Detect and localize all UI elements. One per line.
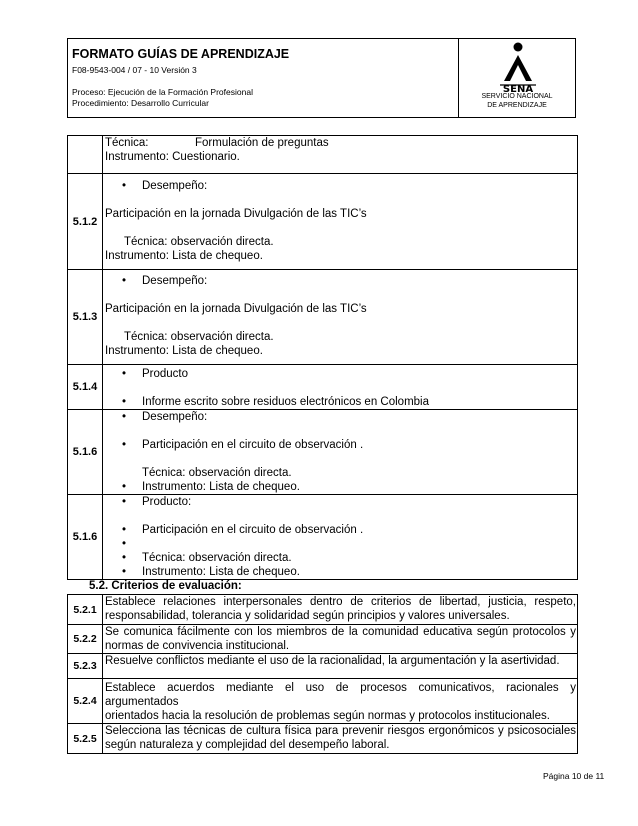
- tecnica-label: Técnica:: [105, 137, 149, 149]
- logo-text: SENA: [502, 84, 534, 93]
- row-content: [103, 495, 578, 580]
- criterio-text: [103, 679, 578, 724]
- bullet-text: Desempeño:: [142, 275, 208, 287]
- criterio-line: orientados hacia la resolución de problemas según normas y protocolos institucionales.: [105, 710, 550, 722]
- bullet-text: Técnica: observación directa.: [142, 552, 292, 564]
- bullet-text: Participación en el circuito de observación .: [142, 524, 364, 536]
- instrumento-line: Instrumento: Lista de chequeo.: [105, 250, 263, 262]
- row-number: [68, 136, 103, 174]
- tecnica-line: Técnica: observación directa.: [124, 331, 274, 343]
- list-item: [103, 551, 577, 565]
- table-row: [68, 654, 578, 679]
- table-row: [68, 270, 578, 365]
- row-number: 5.1.4: [68, 365, 103, 410]
- criterios-table: [67, 594, 578, 754]
- criterio-line: responsabilidad, tolerancia y solidaridad según principios y valores universales.: [105, 610, 510, 622]
- criterio-number: 5.2.5: [68, 724, 103, 754]
- bullet-icon: •: [122, 368, 127, 380]
- table-row: [68, 595, 578, 625]
- list-item: [103, 274, 577, 288]
- criterio-line: Establece acuerdos mediante el uso de procesos comunicativos, racionales y argumentados: [105, 682, 576, 708]
- procedure-label: Procedimiento: Desarrollo Curricular: [72, 98, 209, 108]
- process-label: Proceso: Ejecución de la Formación Profesional: [72, 87, 253, 97]
- bullet-icon: •: [122, 524, 127, 536]
- org-name-line2: DE APRENDIZAJE: [487, 102, 547, 109]
- row-content: [103, 136, 578, 174]
- bullet-icon: •: [122, 481, 127, 493]
- bullet-icon: •: [122, 180, 127, 192]
- criterio-number: 5.2.4: [68, 679, 103, 724]
- list-item: [103, 537, 577, 551]
- table-row: [68, 174, 578, 270]
- row-number: 5.1.3: [68, 270, 103, 365]
- bullet-text: Participación en el circuito de observación .: [142, 439, 364, 451]
- bullet-text: Desempeño:: [142, 180, 208, 192]
- table-row: [68, 495, 578, 580]
- bullet-text: Producto: [142, 368, 189, 380]
- instrumento-line: Instrumento: Cuestionario.: [105, 151, 240, 163]
- table-row: [68, 136, 578, 174]
- criterio-line: Resuelve conflictos mediante el uso de la racionalidad, la argumentación y la asertividad.: [105, 655, 560, 667]
- tecnica-line: Técnica: observación directa.: [142, 467, 292, 479]
- bullet-icon: •: [122, 396, 127, 408]
- list-item: [103, 438, 577, 452]
- list-item: [103, 410, 577, 424]
- bullet-text: Informe escrito sobre residuos electrónicos en Colombia: [142, 396, 429, 408]
- criterio-number: 5.2.3: [68, 654, 103, 679]
- criterio-number: 5.2.2: [68, 625, 103, 654]
- criterio-line: Establece relaciones interpersonales dentro de criterios de libertad, justicia, respeto,: [105, 596, 576, 608]
- criterio-number: 5.2.1: [68, 595, 103, 625]
- sena-logo-icon: [496, 41, 540, 93]
- row-content: [103, 270, 578, 365]
- row-content: [103, 365, 578, 410]
- criterio-line: según naturaleza y complejidad del desempeño laboral.: [105, 739, 390, 751]
- table-row: [68, 365, 578, 410]
- criterio-line: normas de convivencia institucional.: [105, 640, 290, 652]
- bullet-icon: •: [122, 496, 127, 508]
- document-title: FORMATO GUÍAS DE APRENDIZAJE: [72, 47, 290, 61]
- evaluation-table: [67, 135, 578, 580]
- bullet-text: Instrumento: Lista de chequeo.: [142, 481, 300, 493]
- table-row: [68, 679, 578, 724]
- bullet-text: Instrumento: Lista de chequeo.: [142, 566, 300, 578]
- tecnica-line: [103, 136, 577, 150]
- row-content: [103, 174, 578, 270]
- document-header: [67, 38, 576, 118]
- bullet-icon: •: [122, 566, 127, 578]
- page-number: Página 10 de 11: [543, 771, 605, 781]
- list-item: [103, 179, 577, 193]
- bullet-icon: •: [122, 538, 127, 550]
- logo-block: [459, 39, 575, 117]
- list-item: [103, 523, 577, 537]
- table-row: [68, 724, 578, 754]
- criterio-text: [103, 654, 578, 679]
- document-code: F08-9543-004 / 07 - 10 Versión 3: [72, 65, 197, 75]
- list-item: [103, 565, 577, 579]
- list-item: [103, 367, 577, 381]
- bullet-icon: •: [122, 552, 127, 564]
- list-item: [103, 395, 577, 409]
- bullet-icon: •: [122, 275, 127, 287]
- activity-text: Participación en la jornada Divulgación de las TIC’s: [105, 208, 367, 220]
- criterio-text: [103, 595, 578, 625]
- bullet-icon: •: [122, 439, 127, 451]
- activity-text: Participación en la jornada Divulgación de las TIC’s: [105, 303, 367, 315]
- row-number: 5.1.2: [68, 174, 103, 270]
- criterio-text: [103, 625, 578, 654]
- bullet-text: Producto:: [142, 496, 192, 508]
- tecnica-line: Técnica: observación directa.: [124, 236, 274, 248]
- bullet-icon: •: [122, 411, 127, 423]
- instrumento-line: Instrumento: Lista de chequeo.: [105, 345, 263, 357]
- bullet-text: Desempeño:: [142, 411, 208, 423]
- row-number: 5.1.6: [68, 495, 103, 580]
- criterios-heading: 5.2. Criterios de evaluación:: [89, 580, 242, 592]
- criterio-text: [103, 724, 578, 754]
- header-info: [68, 39, 459, 117]
- criterio-line: Selecciona las técnicas de cultura física para prevenir riesgos ergonómicos y psicosociales: [105, 725, 576, 737]
- criterio-line: Se comunica fácilmente con los miembros de la comunidad educativa según protocolos y: [105, 626, 576, 638]
- list-item: [103, 480, 577, 494]
- table-row: [68, 625, 578, 654]
- list-item: [103, 495, 577, 509]
- org-name-line1: SERVICIO NACIONAL: [481, 93, 553, 100]
- row-number: 5.1.6: [68, 410, 103, 495]
- tecnica-value: Formulación de preguntas: [195, 137, 329, 149]
- row-content: [103, 410, 578, 495]
- table-row: [68, 410, 578, 495]
